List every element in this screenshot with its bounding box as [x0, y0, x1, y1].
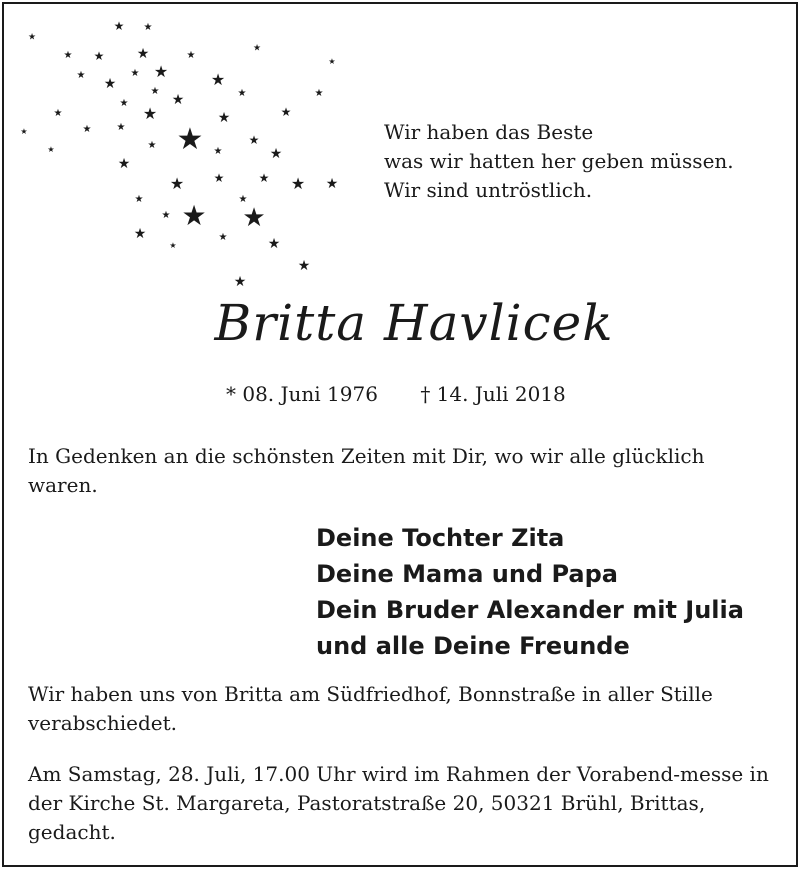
star-icon: ★ [47, 145, 55, 154]
star-icon: ★ [113, 19, 125, 33]
star-icon: ★ [147, 140, 157, 151]
star-icon: ★ [119, 98, 129, 109]
signer-line: Deine Tochter Zita [316, 524, 565, 552]
star-icon: ★ [217, 110, 231, 126]
star-icon: ★ [53, 108, 63, 119]
birth-date: * 08. Juni 1976 [226, 382, 378, 406]
star-icon: ★ [290, 174, 306, 193]
star-icon: ★ [169, 174, 185, 193]
star-icon: ★ [134, 194, 144, 205]
memorial-service-text: Am Samstag, 28. Juli, 17.00 Uhr wird im Rahmen der Vorabend-messe in der Kirche St. Margareta, Pastoratstraße 20, 50321 Brühl, Brittas, gedacht. [28, 762, 769, 844]
star-icon: ★ [63, 50, 73, 61]
star-icon: ★ [143, 22, 153, 33]
star-icon: ★ [267, 236, 281, 252]
star-icon: ★ [269, 146, 283, 162]
deceased-name: Britta Havlicek [214, 294, 614, 352]
star-icon: ★ [238, 194, 248, 205]
star-icon: ★ [161, 210, 171, 221]
signer-line: und alle Deine Freunde [316, 632, 630, 660]
star-icon: ★ [242, 203, 266, 233]
star-icon: ★ [169, 241, 177, 250]
star-icon: ★ [116, 122, 126, 133]
star-icon: ★ [103, 76, 117, 92]
star-icon: ★ [233, 274, 247, 290]
poem [384, 118, 734, 205]
star-icon: ★ [258, 171, 270, 185]
star-icon: ★ [186, 50, 196, 61]
star-icon: ★ [82, 124, 92, 135]
memory-text: In Gedenken an die schönsten Zeiten mit Dir, wo wir alle glücklich waren. [28, 444, 705, 497]
star-icon: ★ [297, 258, 311, 274]
life-dates [226, 382, 566, 406]
star-icon: ★ [150, 86, 160, 97]
star-icon: ★ [213, 146, 223, 157]
star-icon: ★ [181, 199, 207, 232]
poem-line: Wir haben das Beste [384, 120, 594, 144]
star-icon: ★ [20, 127, 28, 136]
star-icon: ★ [210, 70, 226, 89]
star-icon: ★ [213, 171, 225, 185]
poem-line: Wir sind untröstlich. [384, 178, 593, 202]
star-cluster [4, 4, 364, 304]
signer-line: Dein Bruder Alexander mit Julia [316, 596, 744, 624]
death-date: † 14. Juli 2018 [420, 382, 566, 406]
star-icon: ★ [280, 105, 292, 119]
star-icon: ★ [153, 62, 169, 81]
signer-line: Deine Mama und Papa [316, 560, 619, 588]
star-icon: ★ [314, 88, 324, 99]
star-icon: ★ [136, 46, 150, 62]
star-icon: ★ [130, 68, 140, 79]
star-icon: ★ [171, 92, 185, 108]
star-icon: ★ [328, 57, 336, 66]
star-icon: ★ [76, 70, 86, 81]
star-icon: ★ [142, 104, 158, 123]
star-icon: ★ [252, 43, 262, 54]
star-icon: ★ [218, 232, 228, 243]
poem-line: was wir hatten her geben müssen. [384, 149, 734, 173]
star-icon: ★ [176, 122, 204, 157]
star-icon: ★ [117, 156, 131, 172]
star-icon: ★ [27, 32, 37, 43]
star-icon: ★ [237, 88, 247, 99]
farewell-text: Wir haben uns von Britta am Südfriedhof, Bonnstraße in aller Stille verabschiedet. [28, 682, 713, 735]
star-icon: ★ [325, 176, 339, 192]
signers [316, 520, 744, 664]
star-icon: ★ [133, 226, 147, 242]
obituary-card [2, 2, 798, 867]
star-icon: ★ [93, 49, 105, 63]
star-icon: ★ [248, 133, 260, 147]
